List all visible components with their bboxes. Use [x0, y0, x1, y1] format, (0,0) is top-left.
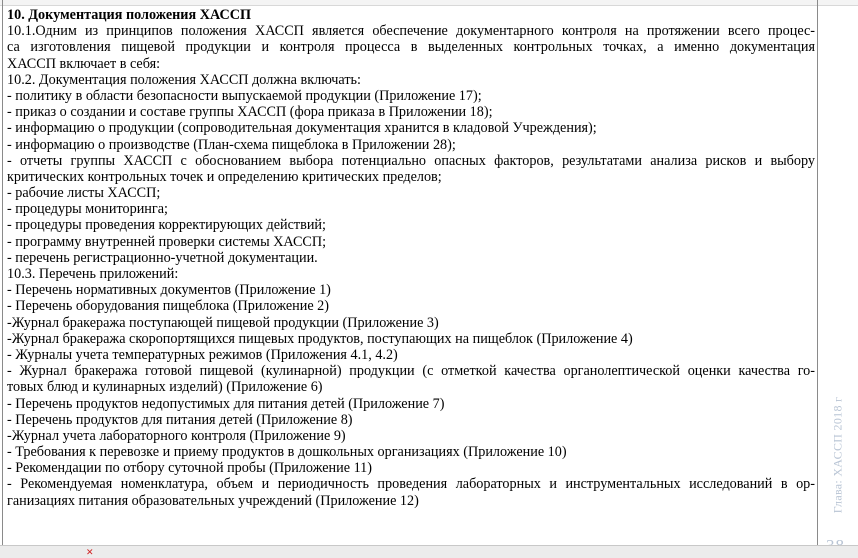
bottom-edge	[0, 545, 858, 558]
text-line: ХАССП включает в себя:	[7, 55, 161, 72]
close-mark-icon: ✕	[86, 548, 94, 558]
appendix-item: - Рекомендации по отбору суточной пробы (Приложение 11)	[7, 460, 372, 477]
list-item: - перечень регистрационно-учетной документации.	[7, 249, 318, 266]
section-heading: 10. Документация положения ХАССП	[7, 7, 252, 23]
chapter-footer-text: Глава: ХАССП 2018 г	[830, 396, 845, 514]
appendix-item-continuation: ганизациях питания образовательных учреждений (Приложение 12)	[7, 492, 419, 509]
subsection-heading: 10.2. Документация положения ХАССП должна включать:	[7, 71, 361, 88]
appendix-item: -Журнал учета лабораторного контроля (Приложение 9)	[7, 427, 346, 444]
list-item-continuation: критических контрольных точек и определению критических пределов;	[7, 168, 442, 185]
appendix-item-continuation: товых блюд и кулинарных изделий) (Приложение 6)	[7, 379, 323, 396]
document-body	[7, 7, 815, 509]
text-line: са изготовления пищевой продукции и контроля процесса в выделенных контрольных точках, а именно документация	[7, 39, 815, 56]
chapter-footer	[824, 380, 852, 530]
appendix-item: - Рекомендуемая номенклатура, объем и периодичность проведения лабораторных и инструментальных исследований в ор-	[7, 476, 815, 493]
list-item: - процедуры проведения корректирующих действий;	[7, 217, 326, 234]
right-margin-rule	[817, 0, 818, 545]
text-line: 10.1.Одним из принципов положения ХАССП является обеспечение документарного контроля на протяжении всего процес-	[7, 23, 815, 40]
list-item: - программу внутренней проверки системы ХАССП;	[7, 233, 327, 250]
appendix-item: - Перечень продуктов для питания детей (Приложение 8)	[7, 411, 353, 428]
appendix-item: -Журнал бракеража поступающей пищевой продукции (Приложение 3)	[7, 314, 439, 331]
list-item: - отчеты группы ХАССП с обоснованием выбора потенциально опасных факторов, результатами анализа рисков и выбору	[7, 152, 815, 169]
appendix-item: - Журнал бракеража готовой пищевой (кулинарной) продукции (с отметкой качества органолептической оценки качества го-	[7, 363, 815, 380]
list-item: - рабочие листы ХАССП;	[7, 185, 161, 202]
appendix-item: - Перечень продуктов недопустимых для питания детей (Приложение 7)	[7, 395, 445, 412]
list-item: - процедуры мониторинга;	[7, 201, 168, 218]
appendix-item: - Перечень оборудования пищеблока (Приложение 2)	[7, 298, 329, 315]
list-item: - приказ о создании и составе группы ХАССП (фора приказа в Приложении 18);	[7, 104, 493, 121]
appendix-item: -Журнал бракеража скоропортящихся пищевых продуктов, поступающих на пищеблок (Приложение 4)	[7, 330, 633, 347]
top-edge	[0, 0, 858, 6]
left-margin-rule	[2, 0, 3, 545]
appendix-item: - Требования к перевозке и приему продуктов в дошкольных организациях (Приложение 10)	[7, 444, 567, 461]
list-item: - информацию о продукции (сопроводительная документация хранится в кладовой Учреждения);	[7, 120, 597, 137]
appendix-item: - Перечень нормативных документов (Приложение 1)	[7, 282, 331, 299]
appendix-item: - Журналы учета температурных режимов (Приложения 4.1, 4.2)	[7, 346, 398, 363]
subsection-heading: 10.3. Перечень приложений:	[7, 266, 179, 282]
list-item: - политику в области безопасности выпускаемой продукции (Приложение 17);	[7, 87, 482, 104]
list-item: - информацию о производстве (План-схема пищеблока в Приложении 28);	[7, 136, 456, 153]
